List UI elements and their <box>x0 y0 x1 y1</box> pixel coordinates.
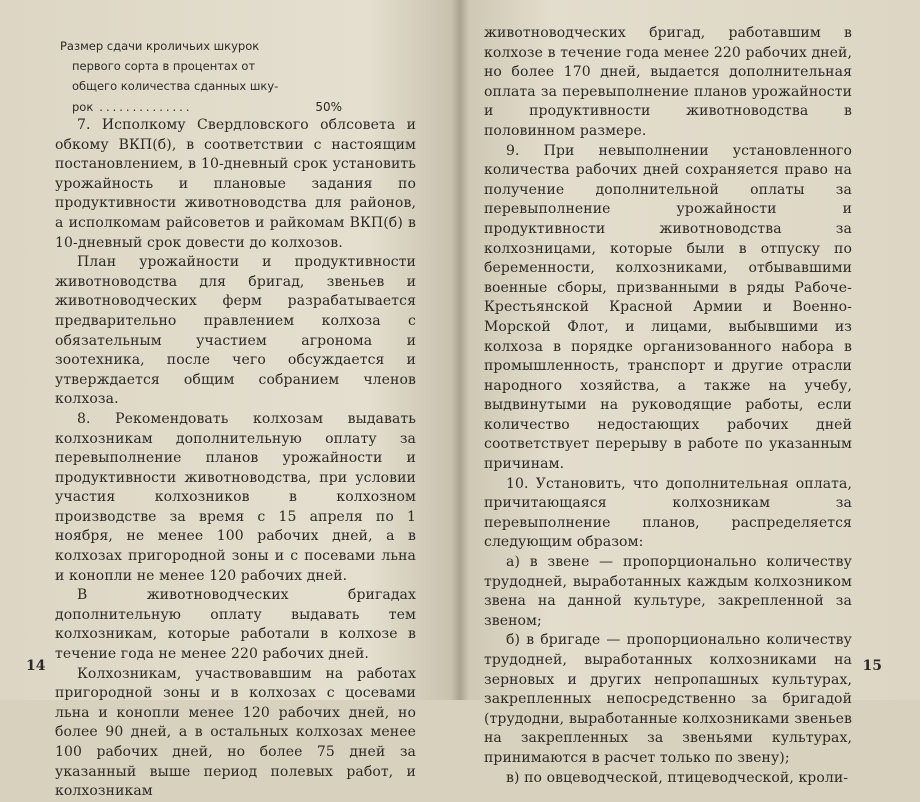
page-number-right: 15 <box>862 658 882 674</box>
paragraph-7: 7. Исполкому Свердловского облсовета и обкому ВКП(б), в соответствии с настоящим постановлением, в 10-дневный срок установить урожайность и плановые задания по продуктивности животноводства для районов, а исполкомам райсоветов и райкомам ВКП(б) в 10-дневный срок довести до колхозов. <box>55 117 416 251</box>
paragraph-8: 8. Рекомендовать колхозам выдавать колхозникам дополнительную оплату за перевыполнение планов урожайности и продуктивности животноводства, при условии участия колхозников в колхозном производстве за время с 15 апреля по 1 ноября, не менее 100 рабочих дней, а в колхозах пригородной зоны и с посевами льна и конопли не менее 120 рабочих дней. <box>55 410 416 584</box>
paragraph-plan: План урожайности и продуктивности животноводства для бригад, звеньев и животноводческих ферм разрабатывается предварительно правлением колхоза с обязательным участием агронома и зоотехника, после чего обсуждается и утверждается общим собранием членов колхоза. <box>55 254 416 408</box>
right-page <box>462 0 920 786</box>
table-row-line-2: первого сорта в процентах от <box>72 59 256 74</box>
paragraph-10a: а) в звене — пропорционально количеству трудодней, выработанных каждым колхозником звена на данной культуре, закрепленной за звеном; <box>484 554 852 629</box>
paragraph-10c: в) по овцеводческой, птицеводческой, кроли- <box>506 769 849 786</box>
left-page <box>0 0 460 800</box>
table-row-line-3: общего количества сданных шку- <box>72 79 279 94</box>
right-page-text <box>484 24 852 788</box>
table-row-value: 50% <box>315 99 342 114</box>
table-row-line-1: Размер сдачи кроличьих шкурок <box>60 39 260 53</box>
table-row-leader-dots: .............. <box>99 99 193 114</box>
paragraph-9: 9. При невыполнении установленного количества рабочих дней сохраняется право на получение дополнительной оплаты за перевыполнение урожайности и продуктивности животноводства за колхозницами, которые были в отпуску по беременности, колхозниками, отбывавшими военные сборы, призванными в ряды Рабоче-Крестьянской Красной Армии и Военно-Морской Флот, и лицами, выбывшими из колхоза в порядке организованного набора в промышленность, транспорт и другие отрасли народного хозяйства, а также на учебу, выдвинутыми на руководящие работы, если количество недостающих рабочих дней соответствует перерыву в работе по указанным причинам. <box>484 142 852 473</box>
paragraph-10b: б) в бригаде — пропорционально количеству трудодней, выработанных колхозниками на зерновых и других непропашных культурах, закрепленных непосредственно за бригадой (трудодни, выработанные колхозниками звеньев на закрепленных за звеньями культурах, принимаются в расчет только по звену); <box>484 632 852 766</box>
left-page-text <box>55 116 416 802</box>
paragraph-10: 10. Установить, что дополнительная оплата, причитающаяся колхозникам за перевыполнение планов, распределяется следующим образом: <box>484 475 852 551</box>
page-number-left: 14 <box>26 658 46 674</box>
table-row-last-line <box>60 97 342 117</box>
paragraph-livestock-brigades: В животноводческих бригадах дополнительную оплату выдавать тем колхозникам, которые работали в колхозе в течение года не менее 220 рабочих дней. <box>55 587 416 663</box>
paragraph-kolkhozniks: Колхозникам, участвовавшим на работах пригородной зоны и в колхозах с цосевами льна и конопли менее 120 рабочих дней, но более 90 дней, а в остальных колхозах менее 100 рабочих дней, но более 75 дней за указанный выше период полевых работ, и колхозникам <box>55 665 416 800</box>
table-row-line-4: рок <box>72 99 94 114</box>
rabbit-skin-table-row <box>60 36 342 117</box>
paragraph-continuation: животноводческих бригад, работавшим в колхозе в течение года менее 220 рабочих дней, но более 170 дней, выдается дополнительная оплата за перевыполнение планов урожайности и продуктивности животноводства в половинном размере. <box>484 25 852 139</box>
